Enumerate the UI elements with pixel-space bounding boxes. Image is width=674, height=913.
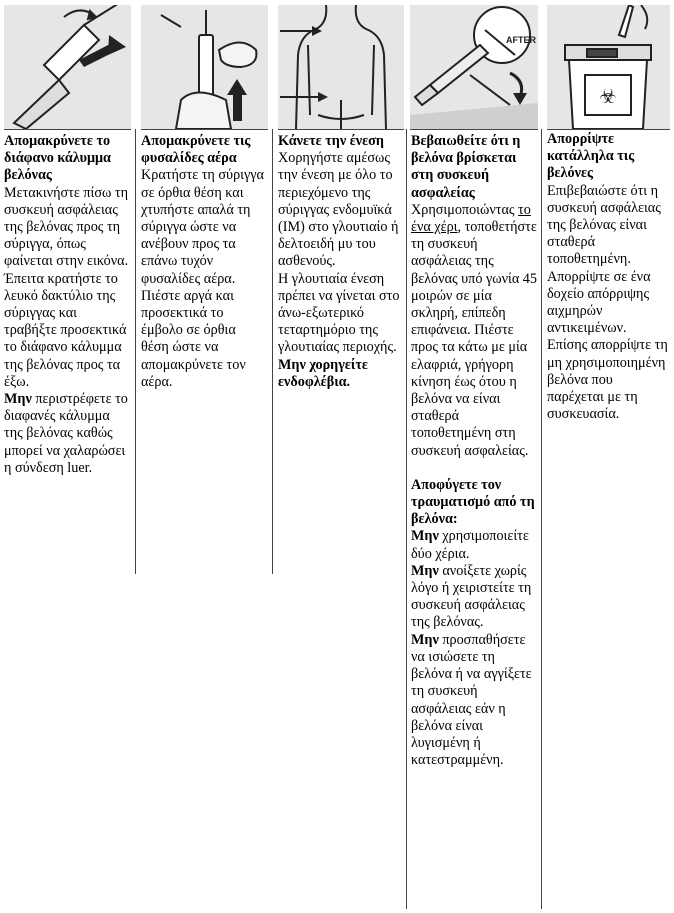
air-bubble-illustration	[141, 5, 268, 129]
step-2-text	[141, 133, 267, 391]
injection-site-icon	[278, 5, 404, 129]
step-5-paragraph-2: Απορρίψτε σε ένα δοχείο απόρριψης αιχμηρών αντικειμένων.	[547, 268, 651, 337]
step-4-warning-2-text: ανοίξετε χωρίς λόγο ή χειριστείτε τη συσκευή ασφάλειας της βελόνας.	[411, 562, 532, 631]
safety-device-illustration	[410, 5, 538, 129]
step-3-text	[278, 133, 402, 391]
step-1-warning-text: περιστρέφετε το διαφανές κάλυμμα της βελόνας καθώς μπορεί να χαλαρώσει η σύνδεση luer.	[4, 391, 128, 476]
step-1-title: Απομακρύνετε το διάφανο κάλυμμα βελόνας	[4, 133, 111, 184]
step-5-paragraph-3: Επίσης απορρίψτε τη μη χρησιμοποιημένη βελόνα που παρέχεται με τη συσκευασία.	[547, 337, 668, 423]
sharps-container-illustration	[547, 5, 670, 129]
step-1-warning-bold: Μην	[4, 391, 32, 408]
step-4-warning-3	[411, 632, 537, 770]
step-3-paragraph-1: Χορηγήστε αμέσως την ένεση με όλο το περιεχόμενο της σύριγγας ενδομυϊκά (IM) στο γλουτιαίο ή δελτοειδή μυ του ασθενούς.	[278, 150, 399, 270]
biohazard-icon: ☣	[599, 84, 617, 108]
step-3-warning: Μην χορηγείτε ενδοφλέβια.	[278, 356, 368, 390]
step-4-warning-1-bold: Μην	[411, 528, 439, 545]
step-3-title: Κάνετε την ένεση	[278, 133, 384, 149]
step-5-text	[547, 131, 669, 423]
step-1-paragraph-2: Έπειτα κρατήστε το λευκό δακτύλιο της σύριγγας και τραβήξτε προσεκτικά το διάφανο κάλυμμα της βελόνας προς τα έξω.	[4, 270, 127, 390]
step-1-paragraph-3	[4, 391, 132, 477]
step-4-warning-1	[411, 528, 537, 562]
step-4-warning-2-bold: Μην	[411, 562, 439, 579]
step-1-text	[4, 133, 132, 477]
safety-device-icon	[410, 5, 538, 129]
step-4-warning-3-bold: Μην	[411, 631, 439, 648]
step-1-paragraph-1: Μετακινήστε πίσω τη συσκευή ασφάλειας της βελόνας προς τη σύριγγα, όπως φαίνεται στην εικόνα.	[4, 184, 129, 270]
step-5-title: Απορρίψτε κατάλληλα τις βελόνες	[547, 131, 635, 182]
step-3-paragraph-2: Η γλουτιαία ένεση πρέπει να γίνεται στο άνω-εξωτερικό τεταρτημόριο της γλουτιαίας περιοχής.	[278, 270, 400, 356]
after-label: AFTER	[506, 35, 536, 45]
step-4-text-underlined: το ένα χέρι	[411, 201, 531, 236]
step-4-warning-title: Αποφύγετε τον τραυματισμό από τη βελόνα:	[411, 476, 535, 528]
step-4-text-a: Χρησιμοποιώντας	[411, 201, 519, 218]
step-4-warning-2	[411, 563, 537, 632]
cap-removal-icon	[4, 5, 131, 129]
step-4-title: Βεβαιωθείτε ότι η βελόνα βρίσκεται στη συσκευή ασφαλείας	[411, 133, 521, 201]
step-2-paragraph-2: Πιέστε αργά και προσεκτικά το έμβολο σε όρθια θέση ώστε να απομακρύνετε τον αέρα.	[141, 287, 246, 390]
injection-site-illustration	[278, 5, 404, 129]
sharps-container-icon	[547, 5, 670, 129]
step-4-text	[411, 133, 537, 769]
step-2-paragraph-1: Κρατήστε τη σύριγγα σε όρθια θέση και χτυπήστε απαλά τη σύριγγα ώστε να ανέβουν προς τα επάνω τυχόν φυσαλίδες αέρα.	[141, 167, 264, 287]
step-4-text-b: , τοποθετήστε τη συσκευή ασφάλειας της βελόνας υπό γωνία 45 μοιρών σε μία σκληρή, επίπεδη επιφάνεια. Πιέστε προς τα κάτω με μία ελαφριά, γρήγορη κίνηση έως ότου η βελόνα να είναι σταθερά τοποθετημένη στη συσκευή ασφαλείας.	[411, 219, 537, 459]
air-bubble-icon	[141, 5, 268, 129]
step-2-title: Απομακρύνετε τις φυσαλίδες αέρα	[141, 133, 251, 167]
step-4-warning-3-text: προσπαθήσετε να ισιώσετε τη βελόνα ή να αγγίξετε τη συσκευή ασφάλειας εάν η βελόνα είναι λυγισμένη ή κατεστραμμένη.	[411, 631, 532, 769]
step-4-warning-1-text: χρησιμοποιείτε δύο χέρια.	[411, 528, 529, 562]
cap-removal-illustration	[4, 5, 131, 129]
step-4-paragraph-1	[411, 202, 537, 460]
step-5-paragraph-1: Επιβεβαιώστε ότι η συσκευή ασφάλειας της βελόνας είναι σταθερά τοποθετημένη.	[547, 182, 661, 268]
